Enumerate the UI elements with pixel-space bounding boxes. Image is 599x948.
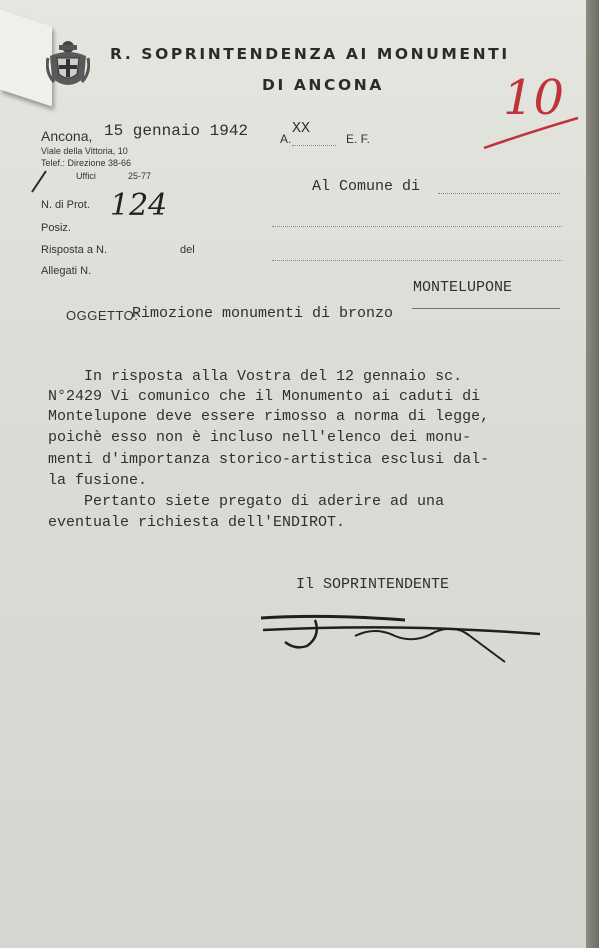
subject-rule xyxy=(412,308,560,309)
letterhead-line-2: DI ANCONA xyxy=(262,76,384,94)
handwritten-signature xyxy=(255,606,545,676)
folded-corner xyxy=(0,10,52,107)
body-line-6: la fusione. xyxy=(48,472,148,489)
body-line-7: Pertanto siete pregato di aderire ad una xyxy=(48,493,445,510)
date-value: 15 gennaio 1942 xyxy=(104,122,249,140)
del-label: del xyxy=(180,244,195,256)
address-street: Viale della Vittoria, 10 xyxy=(41,146,128,156)
prot-number: 124 xyxy=(110,188,168,223)
recipient-dotted-line-3 xyxy=(272,260,562,261)
pen-mark xyxy=(28,168,52,194)
body-line-4: poichè esso non è incluso nell'elenco dei monu- xyxy=(48,429,472,446)
body-line-3: Montelupone deve essere rimosso a norma di legge, xyxy=(48,408,490,425)
recipient-dotted-line-2 xyxy=(272,226,562,227)
date-anno-label: A. xyxy=(280,132,292,146)
body-line-1: In risposta alla Vostra del 12 gennaio sc. xyxy=(48,368,463,385)
recipient-city: MONTELUPONE xyxy=(413,279,513,296)
recipient-dotted-line-1 xyxy=(438,193,560,194)
address-phone-direzione: Telef.: Direzione 38-66 xyxy=(41,158,132,168)
body-line-2: N°2429 Vi comunico che il Monumento ai caduti di xyxy=(48,388,481,405)
body-line-8: eventuale richiesta dell'ENDIROT. xyxy=(48,514,346,531)
date-era-label: E. F. xyxy=(346,132,371,146)
body-line-5: menti d'importanza storico-artistica esclusi dal- xyxy=(48,451,490,468)
letterhead-line-1: R. SOPRINTENDENZA AI MONUMENTI xyxy=(110,45,510,63)
recipient-label: Al Comune di xyxy=(312,178,421,195)
prot-label: N. di Prot. xyxy=(41,199,90,211)
date-city: Ancona, xyxy=(41,128,93,144)
date-year-roman: XX xyxy=(292,120,311,137)
posiz-label: Posiz. xyxy=(41,222,71,234)
page-number: 10 xyxy=(503,70,565,126)
page-number-underline xyxy=(480,110,580,150)
savoy-crest-icon xyxy=(46,38,90,92)
address-phone-uffici-label: Uffici xyxy=(76,171,96,181)
subject-text: Rimozione monumenti di bronzo xyxy=(132,305,394,322)
page-edge xyxy=(586,0,599,948)
risposta-label: Risposta a N. xyxy=(41,244,108,256)
closing-title: Il SOPRINTENDENTE xyxy=(296,576,450,593)
date-dotted-line xyxy=(292,145,336,146)
allegati-label: Allegati N. xyxy=(41,265,92,277)
subject-label: OGGETTO: xyxy=(66,308,139,323)
address-phone-uffici-number: 25-77 xyxy=(128,171,152,181)
